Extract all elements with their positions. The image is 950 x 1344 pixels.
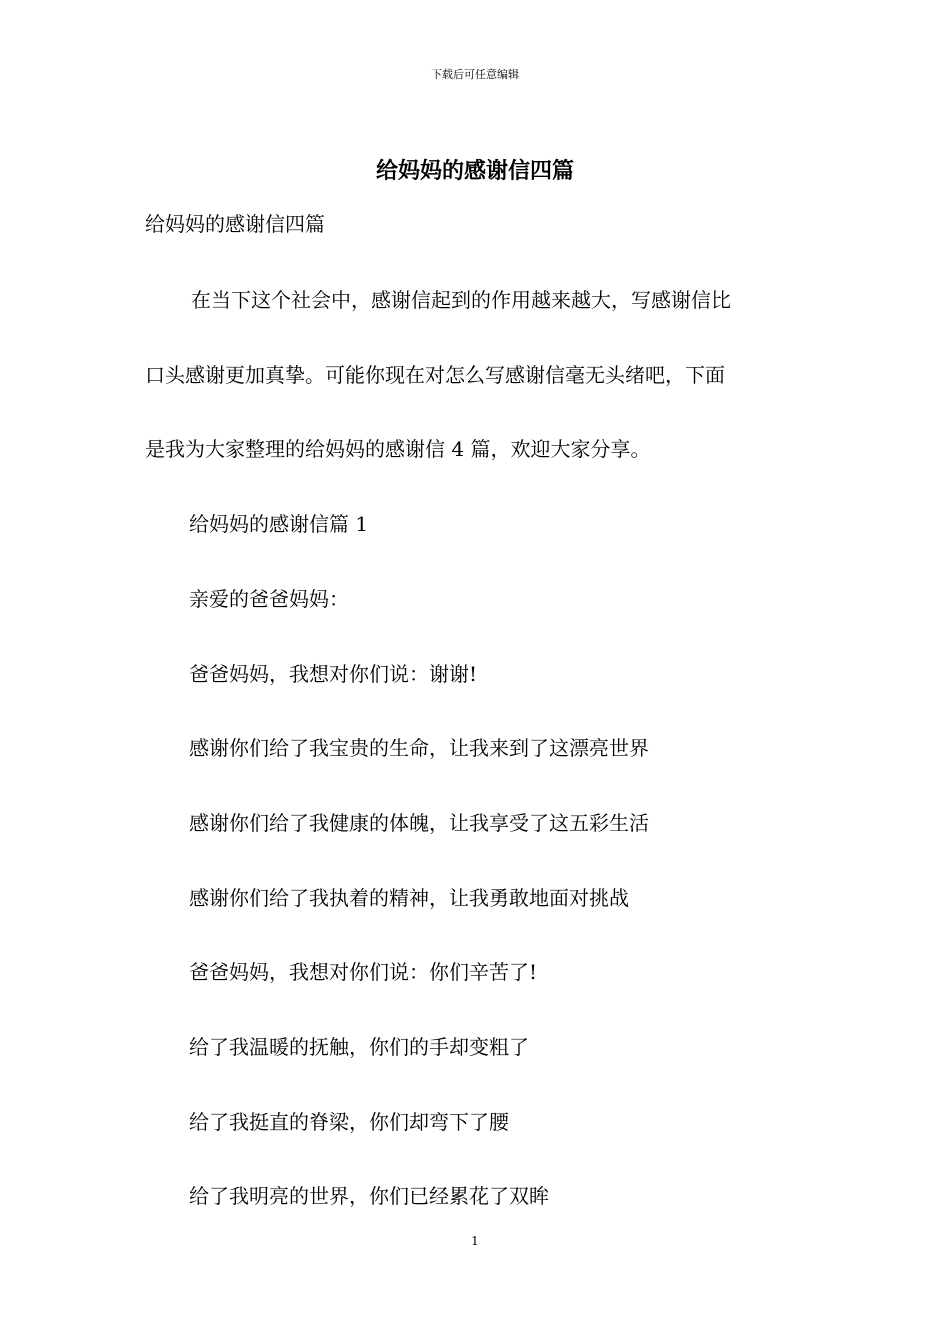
body-line: 爸爸妈妈，我想对你们说：你们辛苦了! <box>189 960 538 984</box>
body-line: 给了我挺直的脊梁，你们却弯下了腰 <box>189 1110 509 1134</box>
body-line: 感谢你们给了我执着的精神，让我勇敢地面对挑战 <box>189 886 629 910</box>
section-heading: 给妈妈的感谢信篇 1 <box>189 512 369 536</box>
body-line: 给了我温暖的抚触，你们的手却变粗了 <box>189 1035 529 1059</box>
document-title: 给妈妈的感谢信四篇 <box>375 158 574 184</box>
body-line: 感谢你们给了我健康的体魄，让我享受了这五彩生活 <box>189 811 649 835</box>
intro-line: 是我为大家整理的给妈妈的感谢信 4 篇，欢迎大家分享。 <box>145 437 651 461</box>
body-line: 感谢你们给了我宝贵的生命，让我来到了这漂亮世界 <box>189 736 649 760</box>
intro-line: 口头感谢更加真挚。可能你现在对怎么写感谢信毫无头绪吧，下面 <box>145 363 725 387</box>
salutation: 亲爱的爸爸妈妈： <box>189 587 349 611</box>
intro-line: 在当下这个社会中，感谢信起到的作用越来越大，写感谢信比 <box>191 288 731 312</box>
page-number: 1 <box>471 1234 479 1248</box>
body-line: 爸爸妈妈，我想对你们说：谢谢! <box>189 662 478 686</box>
header-note: 下载后可任意编辑 <box>431 68 519 81</box>
body-line: 给了我明亮的世界，你们已经累花了双眸 <box>189 1184 549 1208</box>
document-subtitle: 给妈妈的感谢信四篇 <box>145 212 325 236</box>
